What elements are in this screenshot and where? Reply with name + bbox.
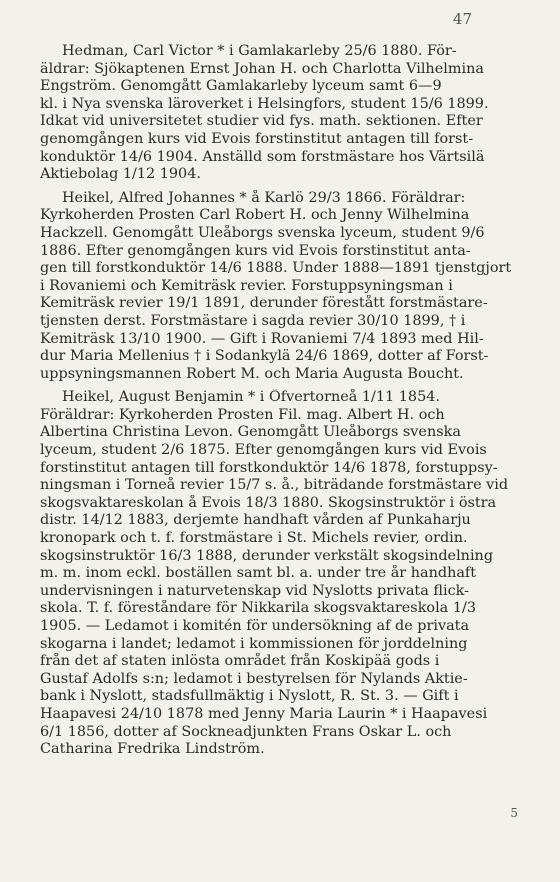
text-line: forstinstitut antagen till forstkonduktör 14/6 1878, forstuppsy-	[40, 459, 498, 476]
text-line: bank i Nyslott, stadsfullmäktig i Nyslott, R. St. 3. — Gift i	[40, 688, 459, 705]
text-line: dur Maria Mellenius † i Sodankylä 24/6 1869, dotter af Forst-	[40, 348, 489, 365]
text-line: konduktör 14/6 1904. Anställd som forstmästare hos Värtsilä	[40, 148, 485, 165]
text-line: Föräldrar: Kyrkoherden Prosten Fil. mag. Albert H. och	[40, 406, 445, 423]
text-line: genomgången kurs vid Evois forstinstitut antagen till forst-	[40, 130, 474, 147]
text-line: i Rovaniemi och Kemiträsk revier. Forstuppsyningsman i	[40, 277, 453, 294]
signature-mark: 5	[510, 806, 518, 820]
text-line: Heikel, August Benjamin * i Öfvertorneå 1/11 1854.	[62, 389, 440, 406]
text-line: Hackzell. Genomgått Uleåborgs svenska lyceum, student 9/6	[40, 224, 485, 241]
text-line: Engström. Genomgått Gamlakarleby lyceum samt 6—9	[40, 78, 442, 95]
text-line: Albertina Christina Levon. Genomgått Uleåborgs svenska	[40, 424, 461, 441]
text-line: distr. 14/12 1883, derjemte handhaft vården af Punkaharju	[40, 512, 471, 529]
text-line: gen till forstkonduktör 14/6 1888. Under 1888—1891 tjenstgjort	[40, 260, 512, 277]
text-line: Idkat vid universitetet studier vid fys. math. sektionen. Efter	[40, 113, 483, 130]
text-line: 1905. — Ledamot i komitén för undersökning af de privata	[40, 618, 470, 634]
text-line: skogsvaktareskolan å Evois 18/3 1880. Skogsinstruktör i östra	[40, 494, 497, 511]
text-line: uppsyningsmannen Robert M. och Maria Augusta Boucht.	[40, 365, 464, 382]
text-line: skogsinstruktör 16/3 1888, derunder verkstält skogsindelning	[40, 547, 494, 564]
text-line: Hedman, Carl Victor * i Gamlakarleby 25/6 1880. För-	[62, 43, 457, 59]
text-line: Catharina Fredrika Lindström.	[40, 741, 265, 758]
text-line: Heikel, Alfred Johannes * å Karlö 29/3 1866. Föräldrar:	[62, 189, 466, 206]
text-line: ningsman i Torneå revier 15/7 s. å., biträdande forstmästare vid	[40, 477, 509, 494]
text-line: kl. i Nya svenska läroverket i Helsingfors, student 15/6 1899.	[40, 95, 489, 112]
text-line: 1886. Efter genomgången kurs vid Evois forstinstitut anta-	[40, 242, 471, 259]
text-line: skola. T. f. föreståndare för Nikkarila skogsvaktareskola 1/3	[40, 600, 476, 617]
text-line: tjensten derst. Forstmästare i sagda revier 30/10 1899, † i	[40, 312, 466, 329]
text-line: 6/1 1856, dotter af Sockneadjunkten Frans Oskar L. och	[40, 723, 452, 740]
body-text	[40, 43, 518, 759]
text-line: Haapavesi 24/10 1878 med Jenny Maria Laurin * i Haapavesi	[40, 705, 488, 722]
text-line: lyceum, student 2/6 1875. Efter genomgången kurs vid Evois	[40, 442, 487, 459]
text-line: undervisningen i naturvetenskap vid Nyslotts privata flick-	[40, 582, 469, 599]
text-line: Kemiträsk 13/10 1900. — Gift i Rovaniemi 7/4 1893 med Hil-	[40, 330, 484, 347]
text-line: Kyrkoherden Prosten Carl Robert H. och Jenny Wilhelmina	[40, 207, 470, 224]
text-line: äldrar: Sjökaptenen Ernst Johan H. och Charlotta Vilhelmina	[40, 60, 484, 77]
text-line: m. m. inom eckl. boställen samt bl. a. under tre år handhaft	[40, 565, 477, 582]
text-line: från det af staten inlösta området från Koskipää gods i	[40, 653, 440, 670]
text-line: skogarna i landet; ledamot i kommissionen för jorddelning	[40, 635, 468, 652]
page-number: 47	[452, 10, 472, 28]
text-line: Aktiebolag 1/12 1904.	[40, 166, 201, 183]
text-line: Kemiträsk revier 19/1 1891, derunder förestått forstmästare-	[40, 295, 488, 312]
text-line: kronopark och t. f. forstmästare i St. Michels revier, ordin.	[40, 530, 468, 547]
text-line: Gustaf Adolfs s:n; ledamot i bestyrelsen för Nylands Aktie-	[40, 670, 468, 687]
